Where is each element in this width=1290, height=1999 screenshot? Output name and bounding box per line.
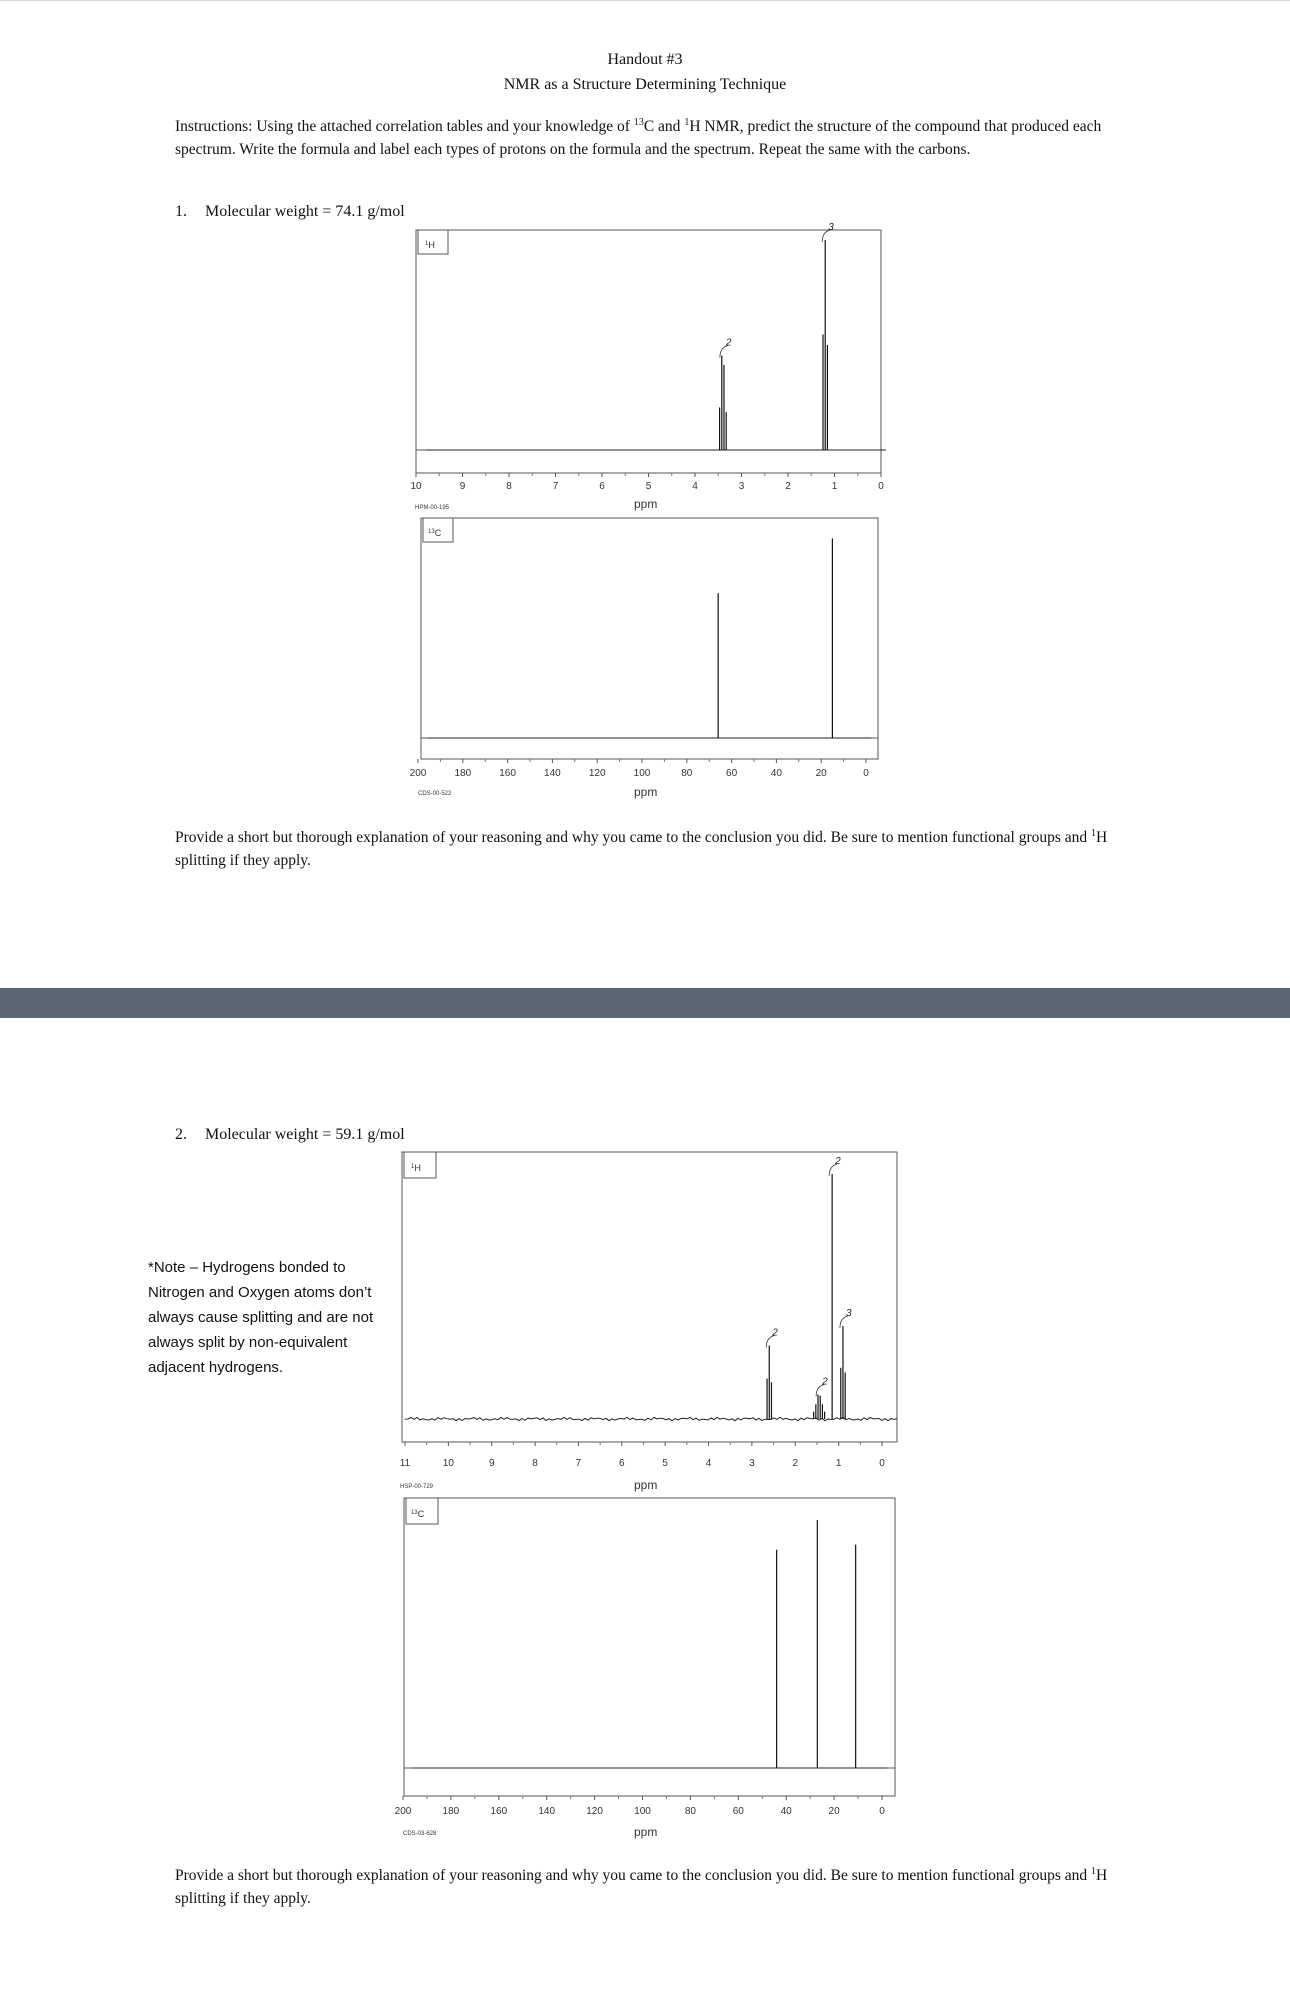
tick-label: 4 — [705, 1458, 712, 1469]
problem-2-heading: 2. Molecular weight = 59.1 g/mol — [175, 1126, 405, 1143]
integration-label: 2 — [725, 337, 732, 349]
handout-subtitle: NMR as a Structure Determining Technique — [503, 76, 787, 93]
tick-label: 7 — [575, 1458, 582, 1469]
integration-label: 2 — [835, 1156, 841, 1167]
instructions: Instructions: Using the attached correlation tables and your knowledge of $^{13}$C and $^1$H NMR, predict the structure of the compound that produced each spectrum. Write the formula and label each types of protons on the formula and the spectrum. Repeat the same with the carbons. — [175, 116, 1102, 158]
p2-h-axis-label: ppm — [634, 1478, 658, 1492]
tick-label: 60 — [726, 768, 738, 779]
tick-label: 3 — [749, 1458, 755, 1469]
tick-label: 180 — [454, 768, 472, 779]
tick-label: 100 — [634, 1806, 651, 1817]
tick-label: 120 — [586, 1806, 603, 1817]
tick-label: 10 — [410, 481, 422, 492]
integration-label: 3 — [828, 222, 834, 233]
handout-title: Handout #3 — [607, 51, 683, 68]
tick-label: 80 — [681, 768, 693, 779]
tick-label: 200 — [394, 1806, 412, 1817]
tick-label: 160 — [499, 768, 516, 779]
tick-label: 120 — [588, 768, 606, 779]
tick-label: 80 — [684, 1806, 696, 1817]
tick-label: 2 — [792, 1458, 799, 1469]
tick-label: 0 — [863, 768, 869, 779]
integration-label: 3 — [845, 1307, 852, 1319]
p2-c-frame — [404, 1498, 895, 1796]
tick-label: 200 — [409, 768, 427, 779]
tick-label: 1 — [831, 481, 838, 492]
p2-h-tag: $^1$H — [411, 1163, 421, 1173]
tick-label: 60 — [732, 1806, 744, 1817]
tick-label: 2 — [785, 481, 791, 492]
tick-label: 9 — [488, 1458, 495, 1469]
problem-2-explain: Provide a short but thorough explanation of your reasoning and why you came to the conclusion you did. Be sure to mention functional groups and $^1$H splitting if they apply. — [175, 1865, 1108, 1907]
problem-1-explain: Provide a short but thorough explanation of your reasoning and why you came to the conclusion you did. Be sure to mention functional groups and $^1$H splitting if they apply. — [175, 827, 1108, 869]
tick-label: 140 — [538, 1806, 556, 1817]
tick-label: 140 — [544, 768, 561, 779]
problem-1-heading: 1. Molecular weight = 74.1 g/mol — [175, 203, 405, 220]
p1-c-code: CDS-00-522 — [418, 791, 452, 797]
tick-label: 5 — [662, 1458, 668, 1469]
tick-label: 5 — [645, 481, 652, 492]
p2-c-code: CDS-03-628 — [403, 1831, 437, 1837]
tick-label: 100 — [633, 768, 651, 779]
tick-label: 6 — [619, 1458, 625, 1469]
integration-label: 2 — [822, 1376, 828, 1388]
p1-c-tag: $^{13}$C — [428, 528, 442, 538]
tick-label: 40 — [780, 1806, 792, 1817]
tick-label: 11 — [399, 1458, 411, 1469]
p1-c-axis-label: ppm — [634, 785, 658, 799]
p2-c-tag: $^{13}$C — [411, 1509, 425, 1519]
p2-c-ticks — [395, 1796, 886, 1817]
tick-label: 9 — [459, 481, 466, 492]
p2-c-axis-label: ppm — [634, 1825, 658, 1839]
integration-label: 2 — [772, 1327, 778, 1339]
tick-label: 8 — [532, 1458, 538, 1469]
tick-label: 0 — [879, 1458, 885, 1469]
tick-label: 8 — [506, 481, 512, 492]
p1-h-axis-label: ppm — [634, 497, 658, 511]
tick-label: 7 — [552, 481, 559, 492]
tick-label: 1 — [835, 1458, 842, 1469]
p1-h-code: HPM-00-195 — [415, 505, 450, 511]
tick-label: 0 — [878, 481, 884, 492]
tick-label: 20 — [815, 768, 827, 779]
tick-label: 160 — [490, 1806, 508, 1817]
tick-label: 20 — [828, 1806, 840, 1817]
tick-label: 180 — [442, 1806, 460, 1817]
tick-label: 40 — [770, 768, 782, 779]
tick-label: 0 — [879, 1806, 885, 1817]
note-text: *Note – Hydrogens bonded to Nitrogen and Oxygen atoms don’t always cause splitting and are not always split by non-equivalent adjacent hydrogens. — [148, 1259, 374, 1376]
tick-label: 3 — [738, 481, 745, 492]
tick-label: 6 — [599, 481, 605, 492]
tick-label: 10 — [442, 1458, 454, 1469]
p2-h-code: HSP-00-729 — [400, 1484, 434, 1490]
p2-c-peaks — [413, 1520, 887, 1768]
p1-h-tag: $^1$H — [425, 240, 435, 250]
tick-label: 4 — [692, 481, 698, 492]
